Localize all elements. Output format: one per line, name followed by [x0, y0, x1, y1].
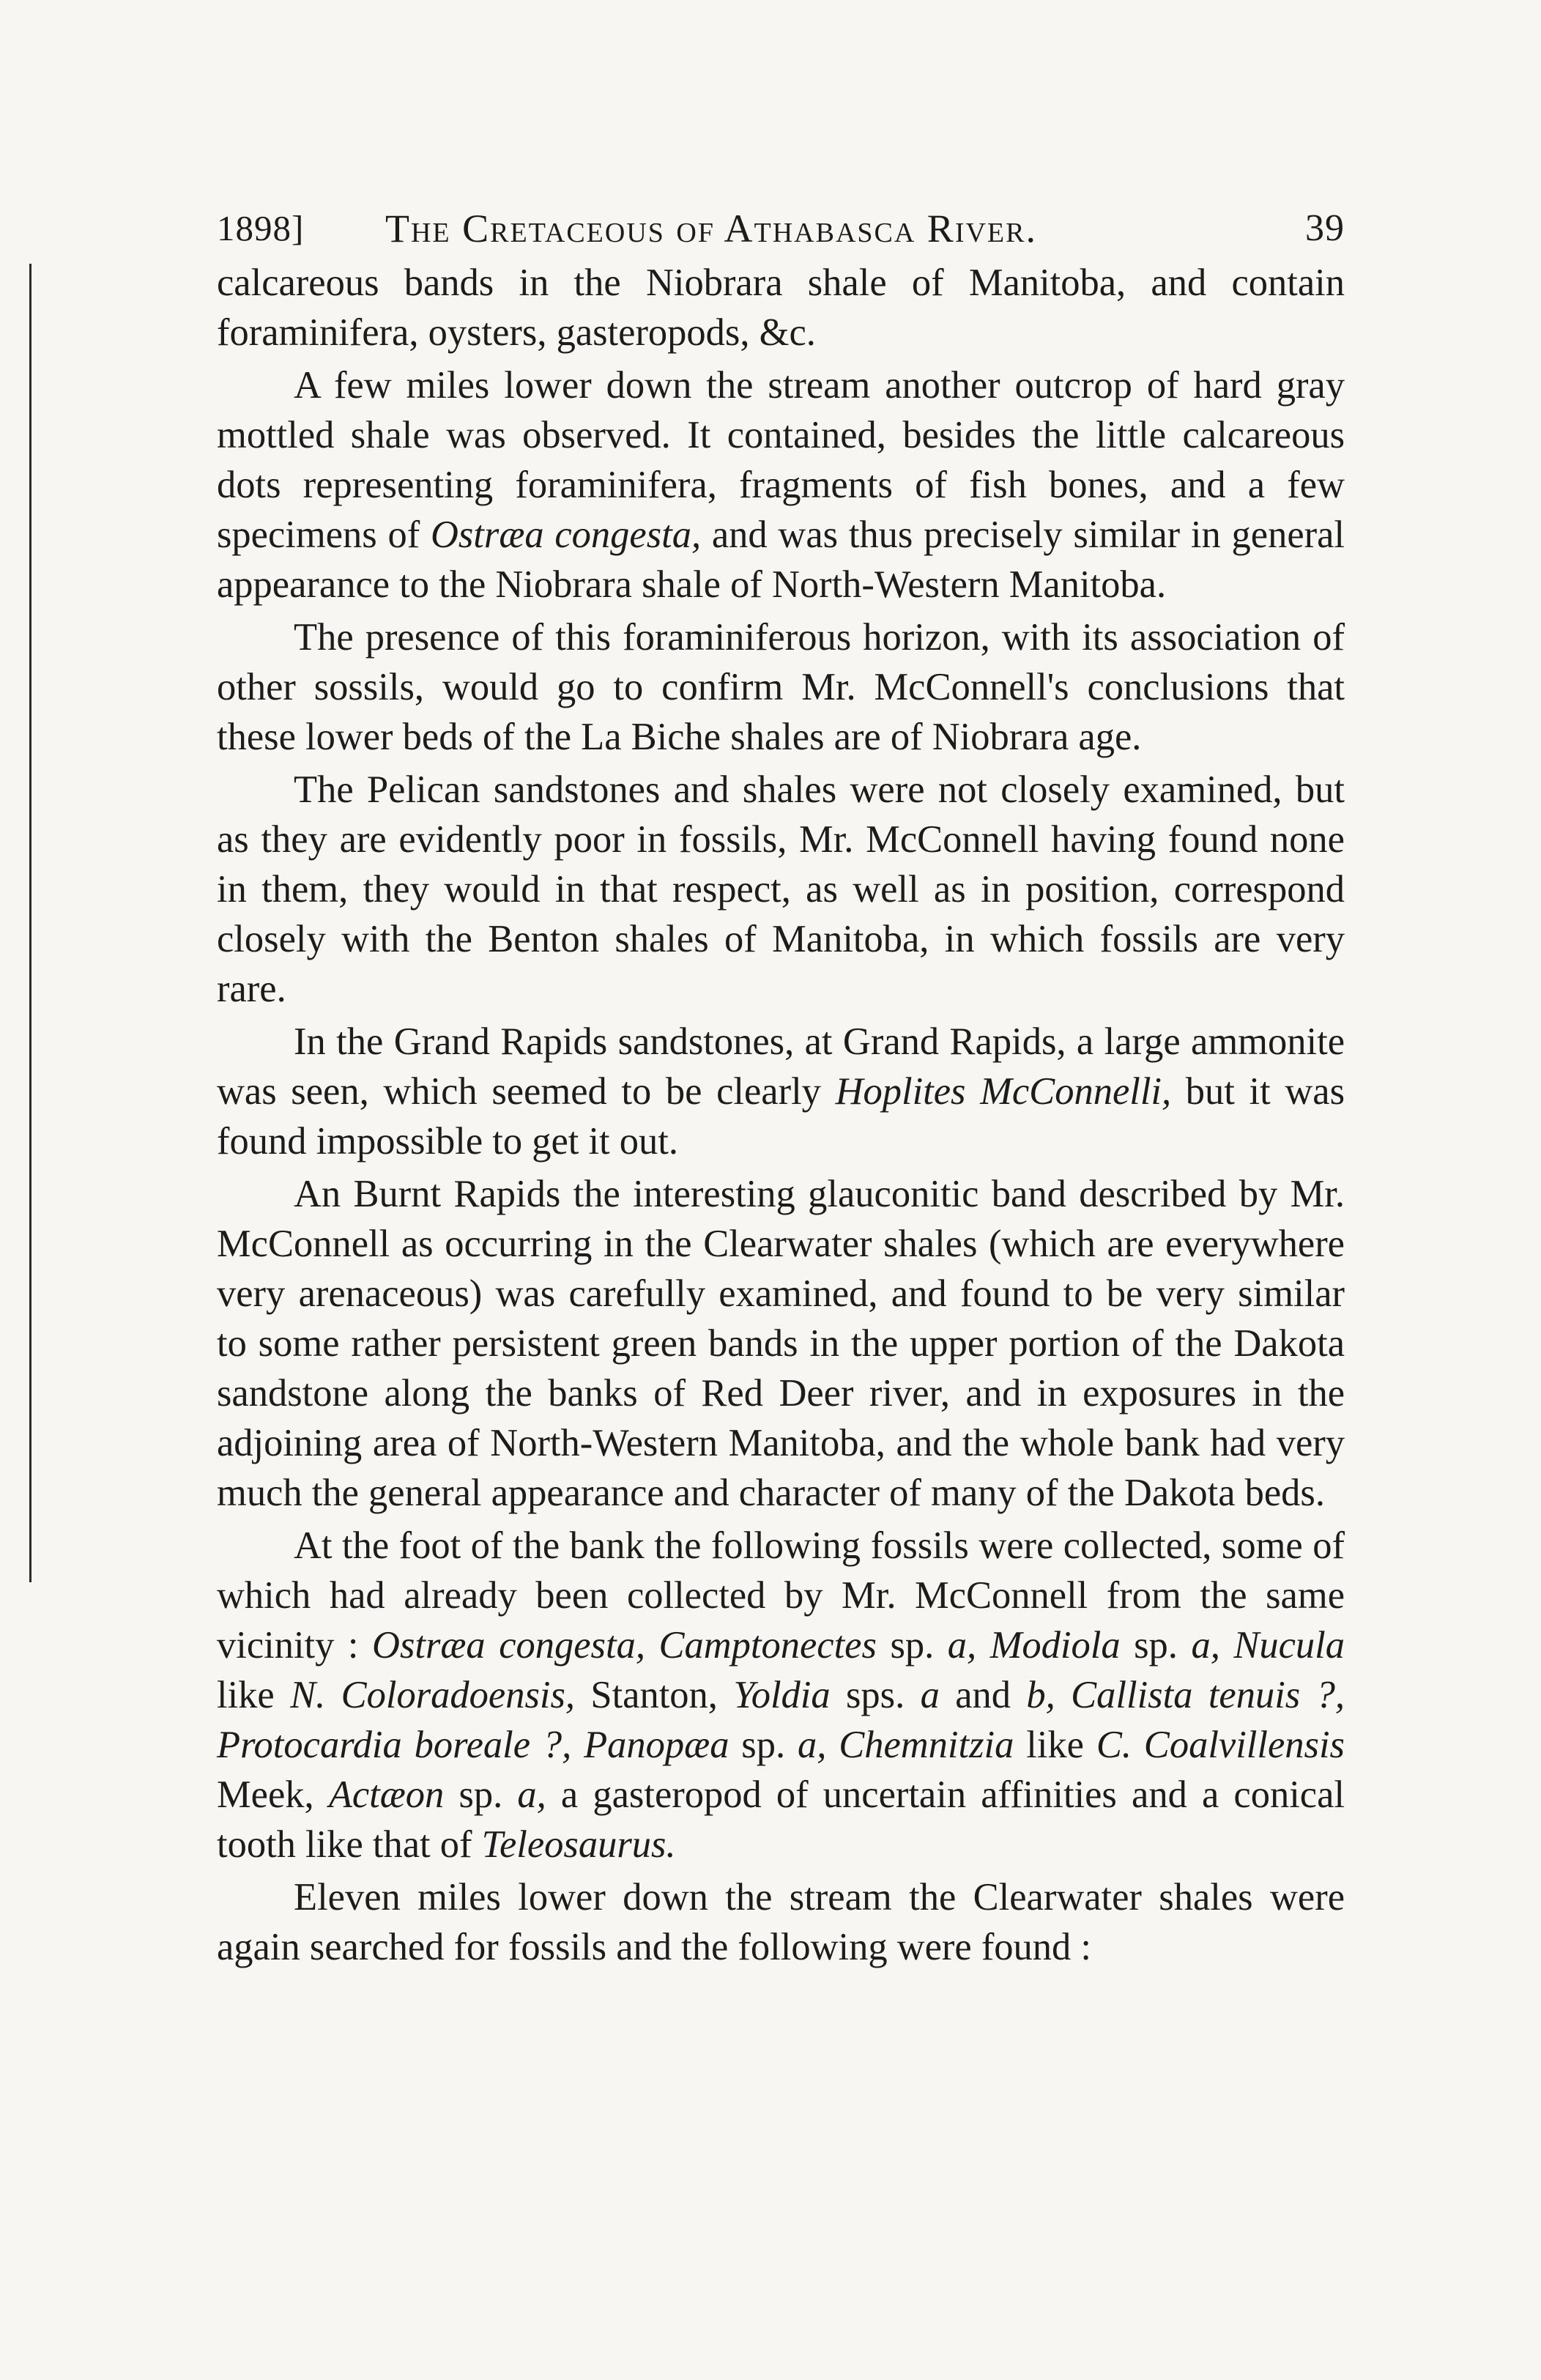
running-header: [217, 192, 1345, 265]
text-run: and was thus precisely similar in general appearance to the Niobrara shale of North-Western Manitoba.: [217, 514, 1345, 606]
paragraph: [217, 258, 1345, 357]
italic-run: a: [920, 1674, 940, 1716]
paragraph: [217, 612, 1345, 762]
text-run: a gasteropod of uncertain affinities and a conical tooth like that of: [217, 1773, 1345, 1866]
page: [217, 192, 1345, 1975]
italic-run: Ostræa congesta,: [430, 514, 702, 556]
header-title: The Cretaceous of Athabasca River.: [385, 207, 1037, 251]
page-number: 39: [1305, 207, 1345, 249]
text-run: Meek,: [217, 1773, 329, 1816]
text-run: In the Grand Rapids sandstones, at Grand Rapids, a large ammonite was seen, which seemed to be clearly: [217, 1020, 1345, 1113]
header-year: 1898]: [217, 208, 305, 248]
text-run: sp.: [444, 1773, 518, 1816]
paragraph: [217, 765, 1345, 1014]
text-run: calcareous bands in the Niobrara shale of Manitoba, and contain foraminifera, oysters, gasteropods, &c.: [217, 262, 1345, 354]
text-run: sp.: [876, 1624, 948, 1667]
italic-run: a, Chemnitzia: [797, 1724, 1014, 1766]
italic-run: N. Coloradoensis,: [290, 1674, 576, 1716]
text-run: The presence of this foraminiferous horizon, with its association of other sossils, would go to confirm Mr. McConnell's conclusions that these lower beds of the La Biche shales are of Niobrara age.: [217, 616, 1345, 758]
paragraph: [217, 1169, 1345, 1518]
italic-run: a,: [517, 1773, 546, 1816]
italic-run: b, Callista tenuis ?, Protocardia boreale ?, Panopæa: [217, 1674, 1345, 1766]
italic-run: Nucula: [1233, 1624, 1345, 1667]
text-run: sp.: [1120, 1624, 1192, 1667]
text-run: A few miles lower down the stream another outcrop of hard gray mottled shale was observed. It contained, besides the little calcareous dots representing foraminifera, fragments of fish bones, and a few specimens of: [217, 364, 1345, 556]
text-run: like: [1014, 1724, 1096, 1766]
italic-run: Teleosaurus.: [481, 1823, 676, 1866]
paragraph: [217, 1017, 1345, 1166]
text-run: like: [217, 1674, 291, 1716]
italic-run: a,: [947, 1624, 977, 1667]
body-text: [217, 258, 1345, 1972]
text-run: Stanton,: [575, 1674, 734, 1716]
italic-run: Actæon: [328, 1773, 445, 1816]
margin-line: [29, 264, 31, 1582]
italic-run: C. Coalvillensis: [1096, 1724, 1345, 1766]
text-run: An Burnt Rapids the interesting glauconitic band described by Mr. McConnell as occurring in the Clearwater shales (which are everywhere very arenaceous) was carefully examined, and found to be very similar to some rather persistent green bands in the upper portion of the Dakota sandstone along the banks of Red Deer river, and in exposures in the adjoining area of North-Western Manitoba, and the whole bank had very much the general appearance and character of many of the Dakota beds.: [217, 1173, 1345, 1514]
text-run: but it was found impossible to get it out.: [217, 1070, 1345, 1163]
italic-run: a,: [1191, 1624, 1220, 1667]
text-run: sps.: [830, 1674, 921, 1716]
text-run: Eleven miles lower down the stream the Clearwater shales were again searched for fossils and the following were found :: [217, 1876, 1345, 1968]
text-run: The Pelican sandstones and shales were not closely examined, but as they are evidently poor in fossils, Mr. McConnell having found none in them, they would in that respect, as well as in position, correspond closely with the Benton shales of Manitoba, in which fossils are very rare.: [217, 768, 1345, 1010]
text-run: At the foot of the bank the following fossils were collected, some of which had already been collected by Mr. McConnell from the same vicinity :: [217, 1524, 1345, 1667]
paragraph: [217, 1521, 1345, 1869]
italic-run: Modiola: [989, 1624, 1121, 1667]
text-run: [1220, 1624, 1234, 1667]
italic-run: Hoplites McConnelli,: [835, 1070, 1172, 1113]
paragraph: [217, 360, 1345, 609]
text-run: [976, 1624, 990, 1667]
italic-run: Ostræa congesta, Camptonectes: [372, 1624, 877, 1667]
italic-run: Yoldia: [733, 1674, 831, 1716]
text-run: sp.: [729, 1724, 798, 1766]
text-run: and: [939, 1674, 1027, 1716]
paragraph: [217, 1872, 1345, 1972]
